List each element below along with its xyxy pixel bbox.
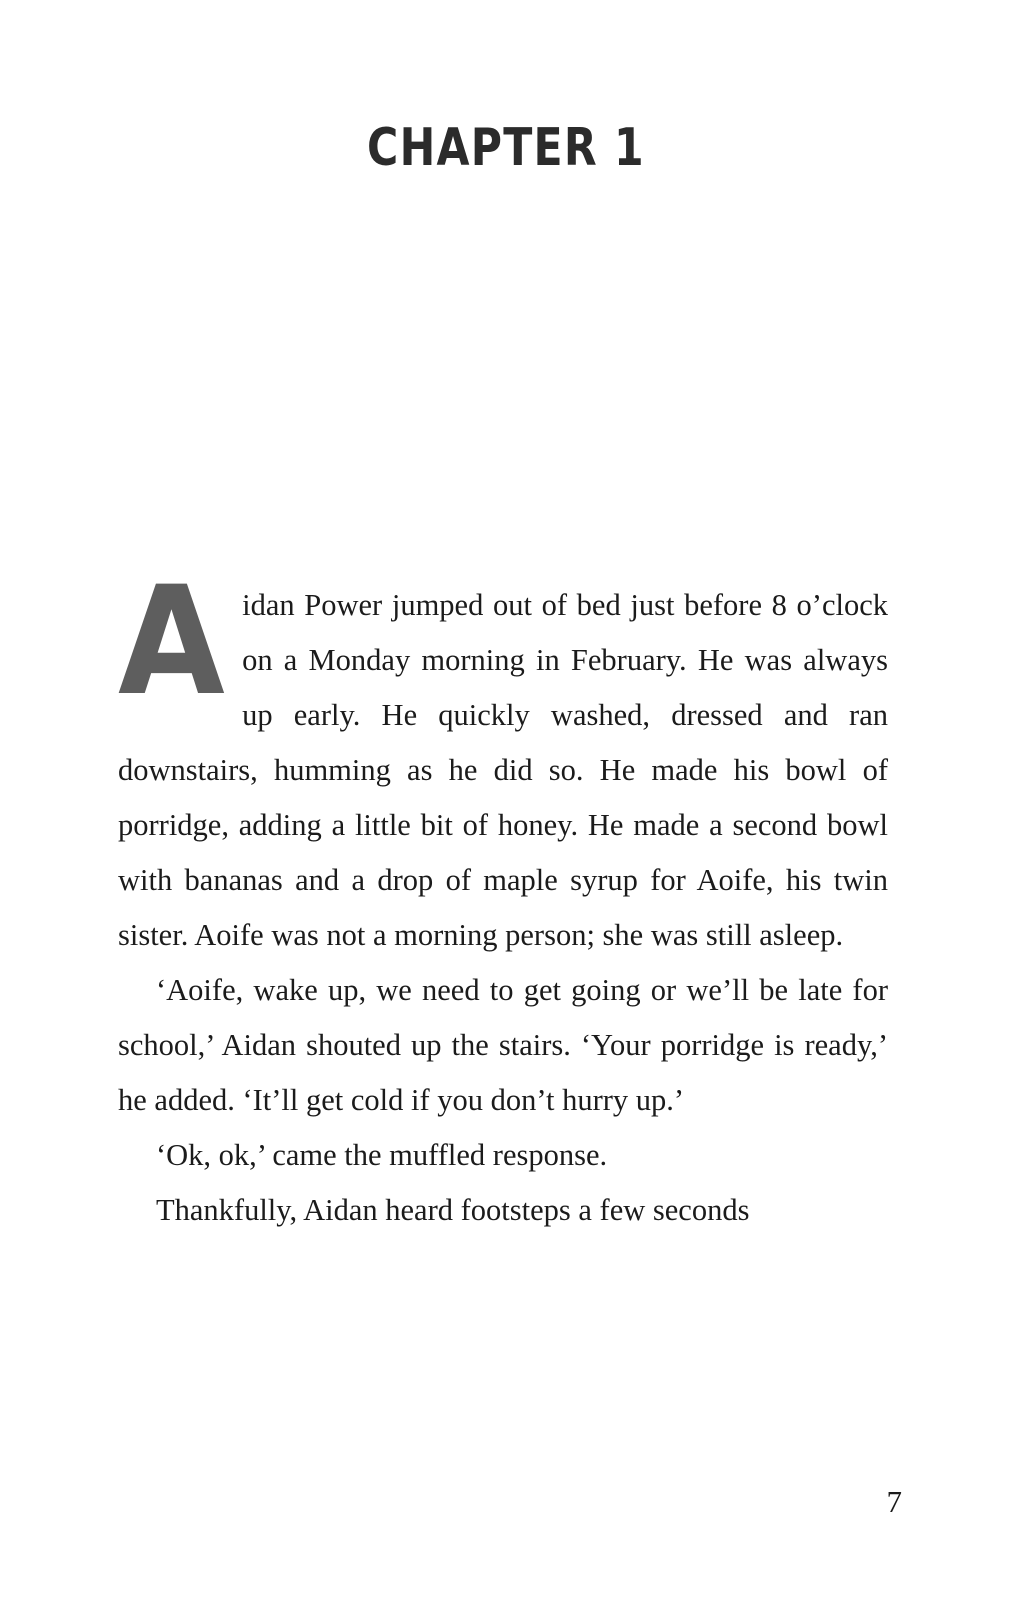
paragraph-2: ‘Aoife, wake up, we need to get going or we’ll be late for school,’ Aidan shouted up the stairs. ‘Your porridge is ready,’ he added. ‘It’ll get cold if you don’t hurry up.’ <box>118 973 888 1117</box>
paragraph-3: ‘Ok, ok,’ came the muffled response. <box>156 1138 608 1172</box>
paragraph-1-text: idan Power jumped out of bed just before 8 o’clock on a Monday morning in February. He was always up early. He quickly washed, dressed and ran downstairs, humming as he did so. He made his bowl of porridge, adding a little bit of honey. He made a second bowl with bananas and a drop of maple syrup for Aoife, his twin sister. Aoife was not a morning person; she was still asleep. <box>118 588 888 952</box>
body-text-block <box>118 555 888 1238</box>
paragraph-1 <box>118 555 888 963</box>
chapter-title: CHAPTER 1 <box>367 118 645 178</box>
drop-cap-letter: A <box>118 555 225 729</box>
page-number: 7 <box>886 1484 902 1519</box>
paragraph-4: Thankfully, Aidan heard footsteps a few seconds <box>156 1193 750 1227</box>
